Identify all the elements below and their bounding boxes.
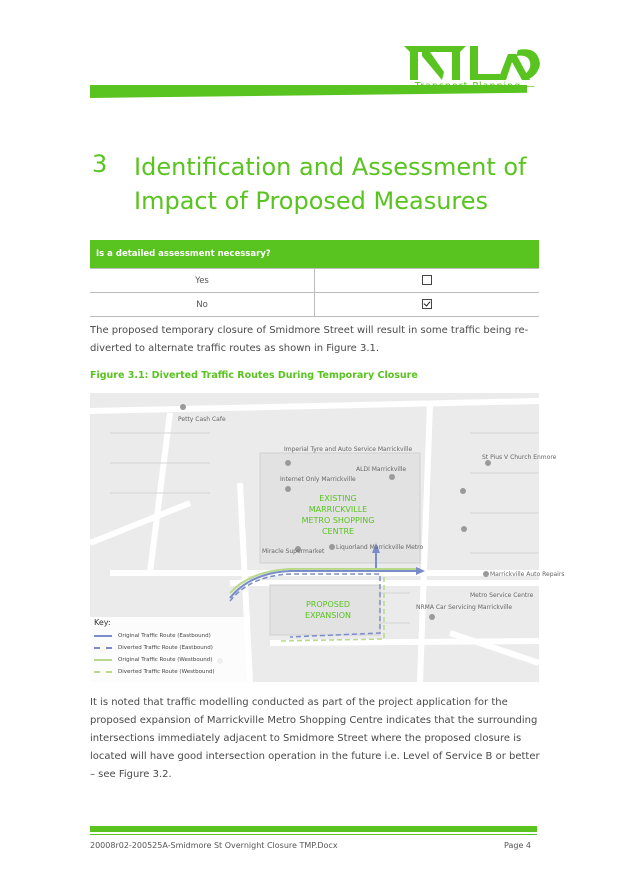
map-label-miracle: Miracle Supermarket xyxy=(262,548,325,555)
logo-subtitle: —Transport Planning — xyxy=(404,81,536,92)
existing-centre-line: MARRICKVILLE xyxy=(308,505,368,514)
proposed-expansion-line: EXPANSION xyxy=(304,611,352,620)
proposed-expansion-line: PROPOSED xyxy=(305,600,351,609)
key-title: Key: xyxy=(94,618,111,627)
key-item xyxy=(94,666,250,678)
section-number: 3 xyxy=(92,150,108,178)
map-label-aldi: ALDI Marrickville xyxy=(356,466,407,473)
checkbox-no[interactable] xyxy=(422,299,432,309)
row-check-cell xyxy=(315,269,540,293)
table-row xyxy=(90,293,539,317)
key-item-label: Original Traffic Route (Eastbound) xyxy=(118,633,211,639)
row-check-cell xyxy=(315,293,540,317)
existing-centre-line: EXISTING xyxy=(319,494,357,503)
key-item xyxy=(94,642,250,654)
footer-document-name: 20008r02-200525A-Smidmore St Overnight Closure TMP.Docx xyxy=(90,841,338,850)
paragraph-intro: The proposed temporary closure of Smidmore Street will result in some traffic being re-diverted to alternate traffic routes as shown in Figure 3.1. xyxy=(90,325,529,354)
map-label-liquorland: Liquorland Marrickville Metro xyxy=(336,544,424,551)
key-item-label: Diverted Traffic Route (Eastbound) xyxy=(118,645,213,651)
mla-logo xyxy=(396,40,542,102)
existing-centre-line: CENTRE xyxy=(321,527,355,536)
table-row xyxy=(90,269,539,293)
key-item-label: Original Traffic Route (Westbound) xyxy=(118,657,213,663)
section-title: Identification and Assessment of Impact of Proposed Measures xyxy=(134,153,527,215)
map-label-metro-service: Metro Service Centre xyxy=(470,592,534,599)
existing-centre-line: METRO SHOPPING xyxy=(301,516,375,525)
table-header: Is a detailed assessment necessary? xyxy=(90,240,539,269)
map-label-st-pius: St Pius V Church Enmore xyxy=(482,454,557,461)
key-item xyxy=(94,654,250,666)
diverted-routes-map xyxy=(90,393,565,682)
key-item-label: Diverted Traffic Route (Westbound) xyxy=(118,669,215,675)
footer-divider xyxy=(90,834,537,835)
map-key xyxy=(90,617,250,682)
figure-caption: Figure 3.1: Diverted Traffic Routes During Temporary Closure xyxy=(90,370,418,381)
row-label: No xyxy=(90,293,315,317)
map-label-marrickville-auto: Marrickville Auto Repairs xyxy=(490,571,565,578)
checkbox-yes[interactable] xyxy=(422,275,432,285)
footer-accent-bar xyxy=(90,826,537,832)
key-items xyxy=(94,630,250,678)
paragraph-modelling: It is noted that traffic modelling conducted as part of the project application for the proposed expansion of Marrickville Metro Shopping Centre indicates that the surrounding intersections immediately adjacent to Smidmore Street where the proposed closure is located will have good intersection operation in the future i.e. Level of Service B or better – see Figure 3.2. xyxy=(90,697,540,780)
map-label-nrma: NRMA Car Servicing Marrickville xyxy=(416,604,513,611)
map-label-internet: Internet Only Marrickville xyxy=(280,476,356,483)
map-label-imperial: Imperial Tyre and Auto Service Marrickville xyxy=(284,446,413,453)
assessment-table xyxy=(90,240,539,317)
key-item xyxy=(94,630,250,642)
map-label-petty-cash: Petty Cash Cafe xyxy=(178,416,226,423)
footer-page-number: Page 4 xyxy=(504,841,531,850)
row-label: Yes xyxy=(90,269,315,293)
